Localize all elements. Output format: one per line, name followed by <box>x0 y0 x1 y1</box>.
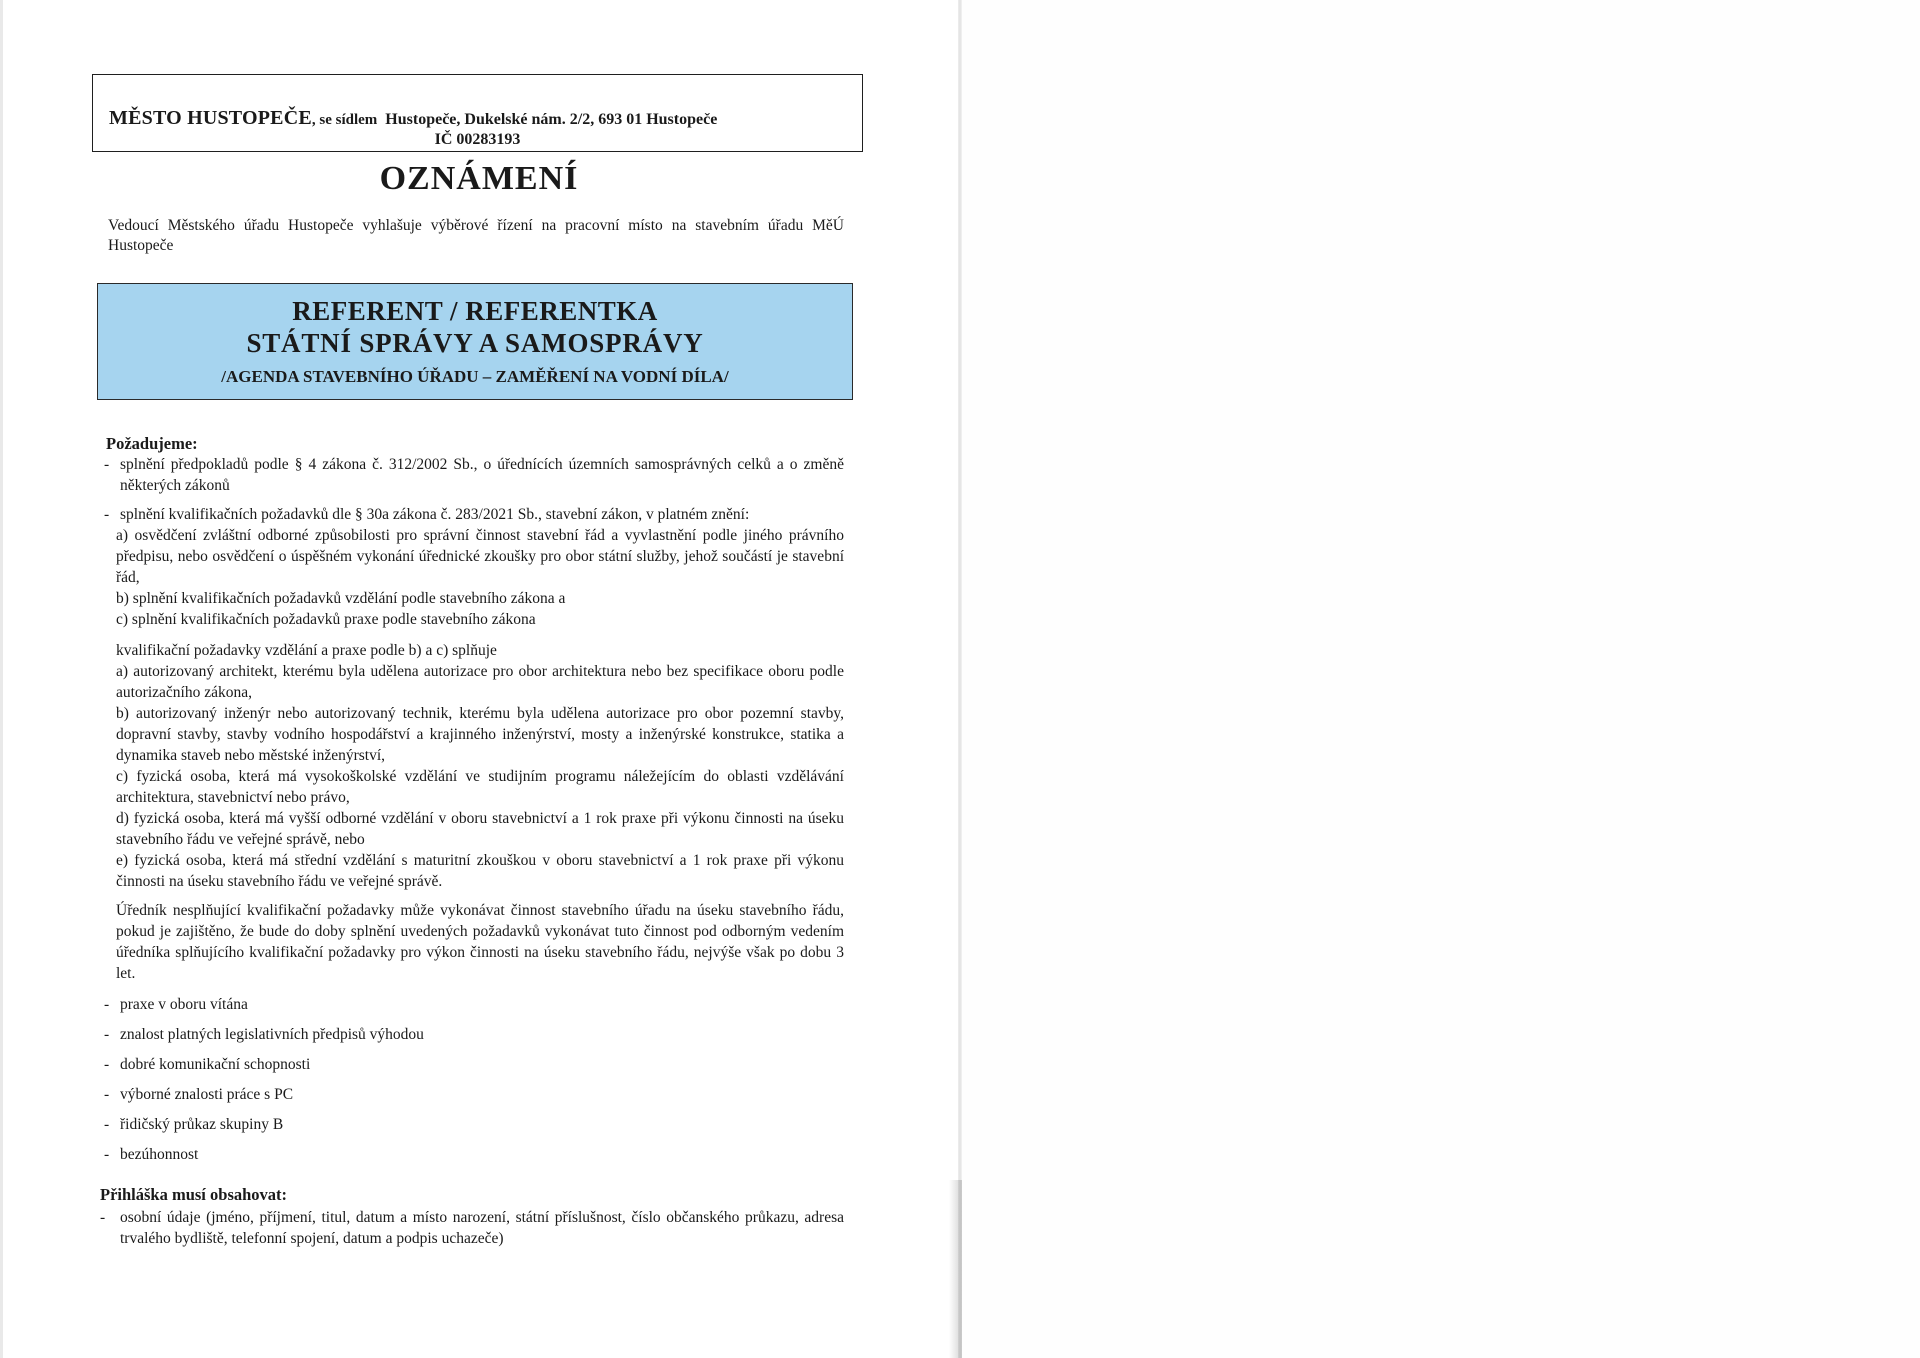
list-dash: - <box>104 1026 110 1043</box>
application-item-text: osobní údaje (jméno, příjmení, titul, datum a místo narození, státní příslušnost, číslo občanského průkazu, adresa trvalého bydliště, telefonní spojení, datum a podpis uchazeče) <box>120 1209 844 1247</box>
qualification-subitem: b) autorizovaný inženýr nebo autorizovaný technik, kterému byla udělena autorizace pro obor pozemní stavby, dopravní stavby, stavby vodního hospodářství a krajinného inženýrství, mosty a inženýrské konstrukce, statika a dynamika staveb nebo městské inženýrství, <box>116 705 844 764</box>
qualification-subitem: e) fyzická osoba, která má střední vzdělání s maturitní zkouškou v oboru stavebnictví a 1 rok praxe při výkonu činnosti na úseku stavebního řádu ve veřejné správě. <box>116 852 844 890</box>
list-item-text: bezúhonnost <box>120 1146 199 1163</box>
requirement-subitem: c) splnění kvalifikačních požadavků praxe podle stavebního zákona <box>116 611 536 628</box>
list-dash: - <box>104 996 110 1013</box>
position-title-box <box>97 283 853 400</box>
qualification-subitem: a) autorizovaný architekt, kterému byla udělena autorizace pro obor architektura nebo bez specifikace oboru podle autorizačního zákona, <box>116 663 844 701</box>
list-dash: - <box>104 1116 110 1133</box>
qualification-subitem: c) fyzická osoba, která má vysokoškolské vzdělání ve studijním programu náležejícím do oblasti vzdělávání architektura, stavebnictví nebo právo, <box>116 768 844 806</box>
requirement-item <box>100 454 844 496</box>
list-item-text: praxe v oboru vítána <box>120 996 248 1013</box>
list-item <box>100 1144 844 1174</box>
position-agenda: /AGENDA STAVEBNÍHO ÚŘADU – ZAMĚŘENÍ NA VODNÍ DÍLA/ <box>221 367 729 386</box>
qualification-note: Úředník nesplňující kvalifikační požadavky může vykonávat činnost stavebního úřadu na úseku stavebního řádu, pokud je zajištěno, že bude do doby splnění uvedených požadavků vykonávat tuto činnost pod odborným vedením úředníka splňujícího kvalifikační požadavky pro výkon činnosti na úseku stavebního řádu, nejvýše však po dobu 3 let. <box>116 902 844 982</box>
list-dash: - <box>104 1146 110 1163</box>
municipality-header-line <box>109 107 717 130</box>
application-item <box>100 1207 844 1249</box>
qualification-subitem: d) fyzická osoba, která má vyšší odborné vzdělání v oboru stavebnictví a 1 rok praxe při výkonu činnosti na úseku stavebního řádu ve veřejné správě, nebo <box>116 810 844 848</box>
list-dash: - <box>100 1209 106 1226</box>
list-item-text: řidičský průkaz skupiny B <box>120 1116 284 1133</box>
list-item <box>100 1024 844 1054</box>
list-item <box>100 1114 844 1144</box>
intro-text: Vedoucí Městského úřadu Hustopeče vyhlašuje výběrové řízení na pracovní místo na stavebním úřadu MěÚ Hustopeče <box>108 217 844 254</box>
list-item-text: výborné znalosti práce s PC <box>120 1086 294 1103</box>
position-title-line2: STÁTNÍ SPRÁVY A SAMOSPRÁVY <box>246 328 704 358</box>
list-item-text: dobré komunikační schopnosti <box>120 1056 311 1073</box>
requirement-item <box>100 504 844 525</box>
municipality-name: MĚSTO HUSTOPEČE <box>109 107 312 129</box>
requirements-section <box>100 433 844 1249</box>
municipality-address: Hustopeče, Dukelské nám. 2/2, 693 01 Hustopeče <box>385 111 718 128</box>
list-item <box>100 1054 844 1084</box>
list-item <box>100 994 844 1024</box>
qualification-intro: kvalifikační požadavky vzdělání a praxe podle b) a c) splňuje <box>116 642 497 659</box>
list-dash: - <box>104 1056 110 1073</box>
municipality-ic: IČ 00283193 <box>434 131 521 148</box>
list-dash: - <box>104 1086 110 1103</box>
document-page-left <box>0 0 958 1358</box>
document-title: OZNÁMENÍ <box>379 160 579 197</box>
list-item-text: znalost platných legislativních předpisů výhodou <box>120 1026 424 1043</box>
requirements-heading: Požadujeme: <box>106 434 198 453</box>
application-heading: Přihláška musí obsahovat: <box>100 1185 288 1204</box>
list-item <box>100 1084 844 1114</box>
page-edge <box>0 0 3 1358</box>
position-title-line1: REFERENT / REFERENTKA <box>292 296 658 326</box>
municipality-header-box <box>92 74 863 152</box>
requirement-text: splnění kvalifikačních požadavků dle § 30a zákona č. 283/2021 Sb., stavební zákon, v platném znění: <box>120 506 750 523</box>
list-dash: - <box>104 506 110 523</box>
document-page-right <box>962 0 1920 1358</box>
requirements-list <box>100 994 844 1174</box>
requirement-subitem: a) osvědčení zvláštní odborné způsobilosti pro správní činnost stavební řád a vyvlastnění podle jiného právního předpisu, nebo osvědčení o úspěšném vykonání úřednické zkoušky pro obor státní služby, jehož součástí je stavební řád, <box>116 527 844 586</box>
requirement-text: splnění předpokladů podle § 4 zákona č. 312/2002 Sb., o úřednících územních samosprávných celků a o změně některých zákonů <box>120 456 844 494</box>
list-dash: - <box>104 456 110 473</box>
seat-label: , se sídlem <box>311 112 378 128</box>
requirement-subitem: b) splnění kvalifikačních požadavků vzdělání podle stavebního zákona a <box>116 590 566 607</box>
